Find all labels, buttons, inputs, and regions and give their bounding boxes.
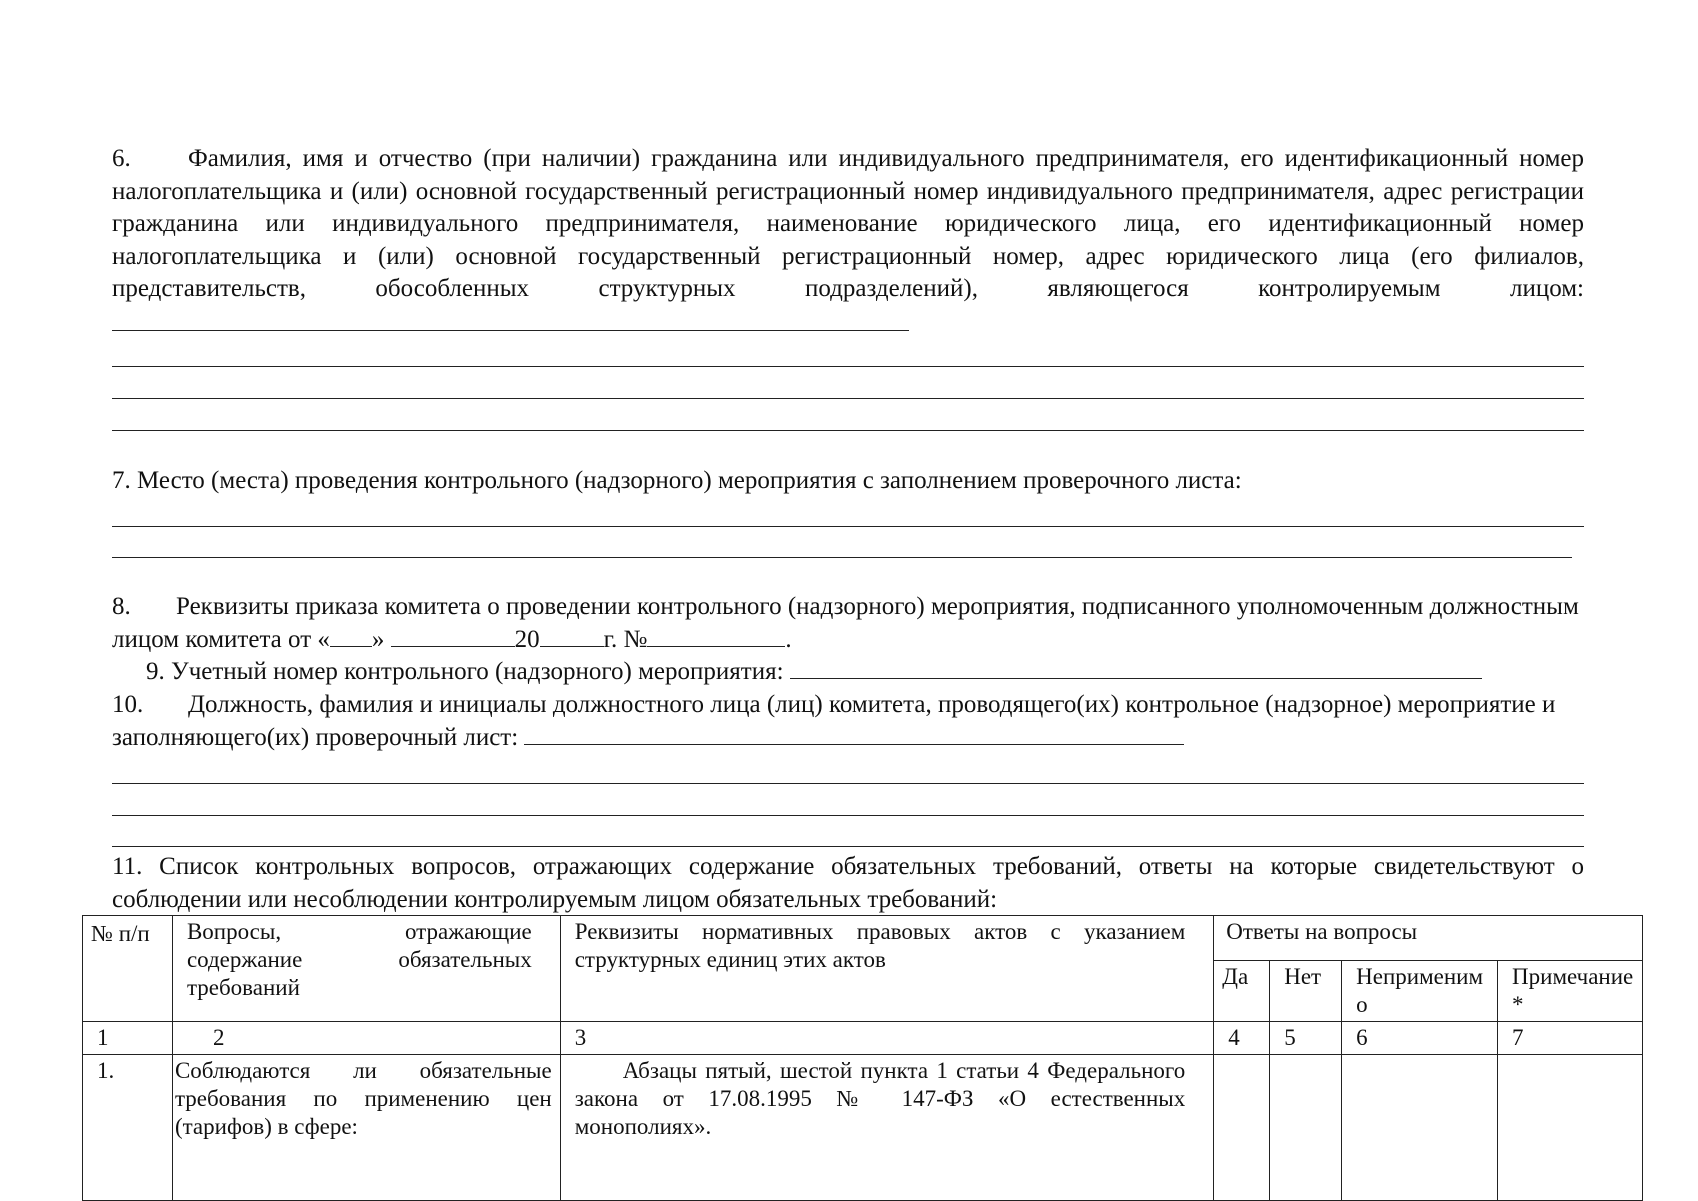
checklist-table xyxy=(82,915,1643,1201)
order-year-field[interactable] xyxy=(540,624,604,647)
answer-note-cell[interactable] xyxy=(1498,1055,1643,1201)
header-no: Нет xyxy=(1270,961,1342,1022)
registration-number-field[interactable] xyxy=(790,656,1482,679)
item-8-quote-close: » xyxy=(371,625,385,653)
row-question: Соблюдаются ли обязательные требования по применению цен (тарифов) в сфере: xyxy=(172,1055,560,1201)
table-row xyxy=(83,1055,1643,1201)
table-header-row xyxy=(83,916,1643,961)
header-yes: Да xyxy=(1214,961,1270,1022)
item-6-paragraph xyxy=(112,143,1584,340)
item-9-text: 9. Учетный номер контрольного (надзорного) мероприятия: xyxy=(146,658,784,685)
order-day-field[interactable] xyxy=(330,624,372,647)
venue-line-1[interactable] xyxy=(112,526,1584,527)
order-month-field[interactable] xyxy=(391,624,515,647)
controlled-person-line-3[interactable] xyxy=(112,398,1584,399)
item-6-text: Фамилия, имя и отчество (при наличии) гражданина или индивидуального предпринимателя, его идентификационный номер налогоплательщика и (или) основной государственный регистрационный номер индивидуального предпринимателя, адрес регистрации гражданина или индивидуального предпринимателя, наименование юридического лица, его идентификационный номер налогоплательщика и (или) основной государственный регистрационный номер, адрес юридического лица (его филиалов, представительств, обособленных структурных подразделений), являющегося контролируемым лицом: xyxy=(112,145,1584,302)
controlled-person-line-2[interactable] xyxy=(112,366,1584,367)
table-index-row xyxy=(83,1022,1643,1055)
item-8-text: Реквизиты приказа комитета о проведении контрольного (надзорного) мероприятия, подписанного уполномоченным должностным лицом комитета от « xyxy=(112,593,1579,653)
order-number-field[interactable] xyxy=(647,624,785,647)
officials-line-4[interactable] xyxy=(112,846,1584,847)
item-9-paragraph xyxy=(112,656,1584,689)
index-cell: 2 xyxy=(172,1022,560,1055)
item-10-number: 10. xyxy=(112,691,144,718)
header-na: Неприменимо xyxy=(1342,961,1498,1022)
header-question: Вопросы, отражающие содержание обязательных требований xyxy=(172,916,560,1022)
index-cell: 7 xyxy=(1498,1022,1643,1055)
item-7-text: 7. Место (места) проведения контрольного (надзорного) мероприятия с заполнением проверочного листа: xyxy=(112,467,1242,494)
item-10-paragraph xyxy=(112,689,1584,754)
header-answers: Ответы на вопросы xyxy=(1214,916,1643,961)
item-11-paragraph xyxy=(112,851,1584,916)
item-6-number: 6. xyxy=(112,145,131,172)
controlled-person-line-4[interactable] xyxy=(112,430,1584,431)
header-note: Примечание* xyxy=(1498,961,1643,1022)
item-8-end: . xyxy=(785,625,792,653)
row-num: 1. xyxy=(83,1055,173,1201)
item-10-text: Должность, фамилия и инициалы должностного лица (лиц) комитета, проводящего(их) контрольное (надзорное) мероприятие и заполняющего(их) проверочный лист: xyxy=(112,691,1556,751)
officials-line-3[interactable] xyxy=(112,815,1584,816)
item-7-paragraph xyxy=(112,465,1584,498)
header-requisites: Реквизиты нормативных правовых актов с указанием структурных единиц этих актов xyxy=(560,916,1214,1022)
answer-yes-cell[interactable] xyxy=(1214,1055,1270,1201)
index-cell: 6 xyxy=(1342,1022,1498,1055)
index-cell: 4 xyxy=(1214,1022,1270,1055)
officials-field[interactable] xyxy=(524,722,1184,745)
item-8-year-prefix: 20 xyxy=(514,625,540,653)
index-cell: 1 xyxy=(83,1022,173,1055)
index-cell: 3 xyxy=(560,1022,1214,1055)
item-8-paragraph xyxy=(112,591,1584,656)
venue-line-2[interactable] xyxy=(112,557,1572,558)
answer-not-applicable-cell[interactable] xyxy=(1342,1055,1498,1201)
controlled-person-input-line[interactable] xyxy=(112,306,909,331)
index-cell: 5 xyxy=(1270,1022,1342,1055)
item-11-text: 11. Список контрольных вопросов, отражающих содержание обязательных требований, ответы на которые свидетельствуют о соблюдении или несоблюдении контролируемым лицом обязательных требований: xyxy=(112,853,1584,913)
row-requisites: Абзацы пятый, шестой пункта 1 статьи 4 Федерального закона от 17.08.1995 № 147-ФЗ «О естественных монополиях». xyxy=(560,1055,1214,1201)
item-8-year-suffix: г. № xyxy=(603,625,648,653)
answer-no-cell[interactable] xyxy=(1270,1055,1342,1201)
header-num: № п/п xyxy=(83,916,173,1022)
item-8-number: 8. xyxy=(112,593,131,620)
officials-line-2[interactable] xyxy=(112,783,1584,784)
